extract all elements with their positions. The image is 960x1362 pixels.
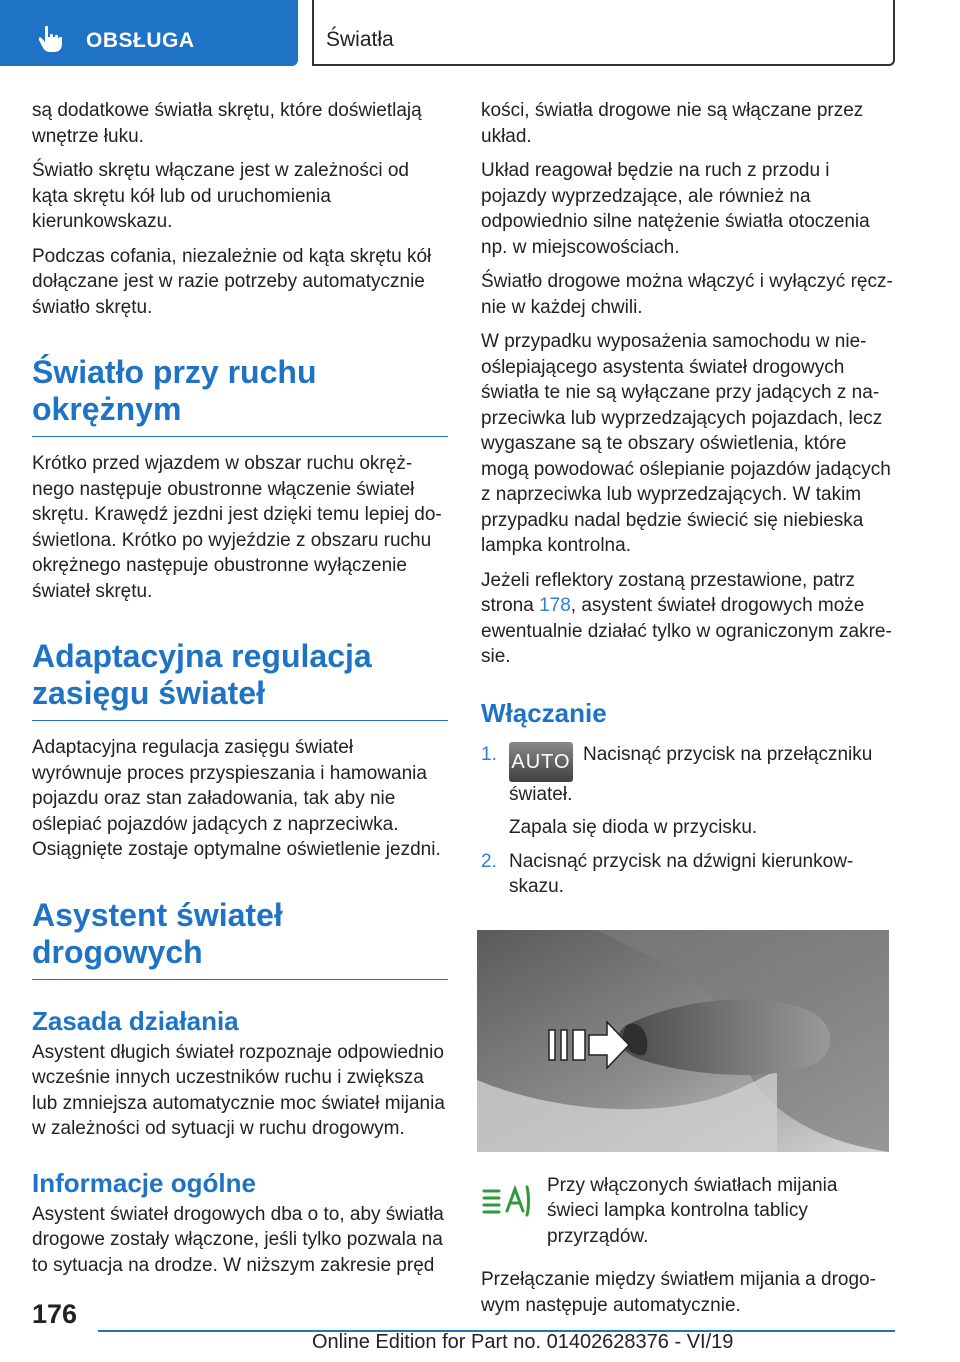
paragraph: Układ reagował będzie na ruch z przodu i pojazdy wyprzedzające, ale również na odpowiednio silne natężenie światła otoczenia np. w miejscowościach. bbox=[481, 160, 870, 258]
paragraph: Adaptacyjna regulacja zasięgu świateł wyrównuje proces przyspieszania i hamowania pojazdu oraz stan załadowania, tak aby nie oślepiać pojazdów jadących z naprzeciwka. Osiągnięte zostaje optymalne oświetlenie jezdni. bbox=[32, 737, 441, 860]
step-number: 1. bbox=[481, 743, 497, 765]
paragraph: kości, światła drogowe nie są włączane przez układ. bbox=[481, 100, 864, 147]
indicator-note bbox=[481, 1173, 893, 1250]
paragraph: Krótko przed wjazdem w obszar ruchu okrężnego następuje obustronne włączenie świateł skrętu. Krawędź jezdni jest dzięki temu lepiej doświetlona. Krótko po wyjeździe z obszaru ruchu okrężnego następuje obustronne wyłączenie świateł skrętu. bbox=[32, 453, 442, 602]
auto-button-icon: AUTO bbox=[509, 742, 573, 782]
subheading-switch-on: Włączanie bbox=[481, 697, 607, 728]
paragraph: Przełączanie między światłem mijania a drogowym następuje automatycznie. bbox=[481, 1269, 876, 1316]
paragraph: są dodatkowe światła skrętu, które doświetlają wnętrze łuku. bbox=[32, 100, 422, 147]
page-reference-link[interactable]: 178 bbox=[539, 595, 571, 616]
subheading-principle: Zasada działania bbox=[32, 1005, 239, 1036]
page-number: 176 bbox=[32, 1299, 78, 1329]
section-tab-label: OBSŁUGA bbox=[86, 29, 195, 52]
step-number: 2. bbox=[481, 850, 497, 872]
heading-high-beam-assistant: Asystent świateł drogowych bbox=[32, 897, 448, 980]
paragraph-with-link: Jeżeli reflektory zostaną przestawione, patrz strona 178, asystent świateł drogowych może ewentualnie działać tylko w ograniczonym zakresie. bbox=[481, 569, 892, 667]
page-header bbox=[312, 0, 895, 66]
note-text: Przy włączonych światłach mijania świeci lampka kontrolna tablicy przyrządów. bbox=[547, 1174, 838, 1247]
paragraph: Asystent długich świateł rozpoznaje odpowiednio wcześnie innych uczestników ruchu i zwiększa lub zmniejsza automatycznie moc świateł mijania w zależności od sytuacji w ruchu drogowym. bbox=[32, 1041, 445, 1139]
heading-roundabout: Światło przy ruchu okrężnym bbox=[32, 354, 448, 437]
subheading-general: Informacje ogólne bbox=[32, 1167, 256, 1198]
paragraph: Asystent świateł drogowych dba o to, aby światła drogowe zostały włączone, jeśli tylko pozwala na to sytuacja na drodze. W niższym zakresie pręd bbox=[32, 1203, 444, 1276]
step-item bbox=[481, 849, 893, 900]
turn-signal-lever-image bbox=[477, 930, 889, 1152]
section-tab bbox=[0, 0, 298, 66]
paragraph: Światło skrętu włączane jest w zależności od kąta skrętu kół lub od uruchomienia kierunkowskazu. bbox=[32, 160, 410, 232]
footer-edition: Online Edition for Part no. 01402628376 - VI/19 bbox=[312, 1331, 734, 1353]
page-title: Światła bbox=[326, 28, 394, 51]
step-subtext: Zapala się dioda w przycisku. bbox=[509, 817, 758, 838]
step-text: Nacisnąć przycisk na przełączniku świateł. bbox=[509, 743, 873, 805]
paragraph: Podczas cofania, niezależnie od kąta skrętu kół dołączane jest w razie potrzeby automatycznie światło skrętu. bbox=[32, 245, 432, 318]
step-item bbox=[481, 742, 893, 841]
heading-adaptive-range: Adaptacyjna regulacja zasięgu świateł bbox=[32, 638, 448, 721]
hand-pointer-icon bbox=[36, 24, 66, 54]
paragraph: W przypadku wyposażenia samochodu w nieoślepiającego asystenta świateł drogowych światła te nie są wyłączane przy jadących z naprzeciwka lub wyprzedzających pojazdach, lecz wygaszane są te obszary oświetlenia, które mogą powodować oślepianie pojazdów jadących z naprzeciwka lub wyprzedzających. W takim przypadku nadal będzie świecić się niebieska lampka kontrolna. bbox=[481, 331, 891, 556]
step-text: Nacisnąć przycisk na dźwigni kierunkowskazu. bbox=[509, 850, 854, 897]
right-column bbox=[481, 98, 893, 1327]
low-beam-indicator-icon bbox=[481, 1181, 531, 1221]
paragraph: Światło drogowe można włączyć i wyłączyć ręcznie w każdej chwili. bbox=[481, 271, 893, 318]
left-column bbox=[32, 98, 448, 1287]
